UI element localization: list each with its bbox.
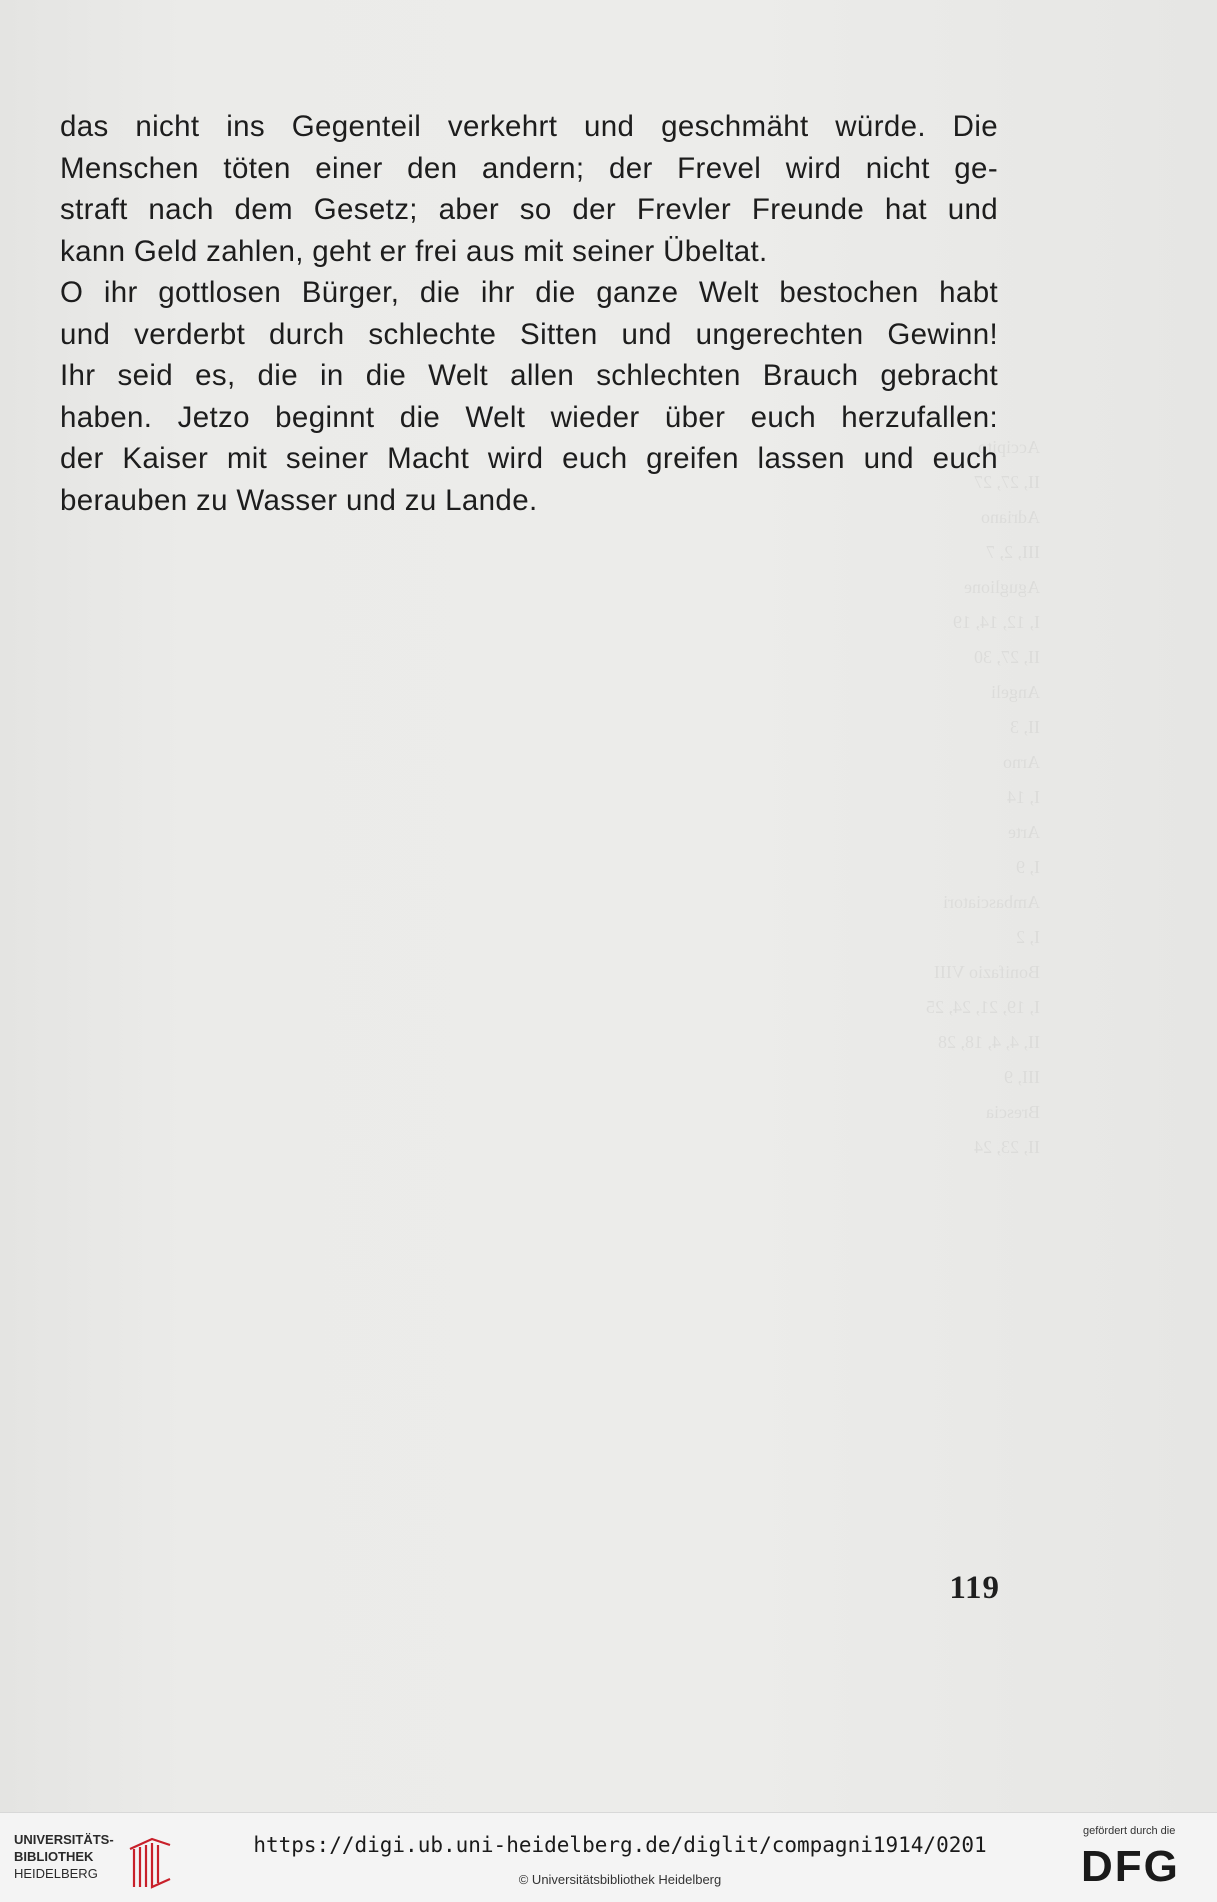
text-line: straft nach dem Gesetz; aber so der Frevler Freunde hat und [60, 193, 998, 226]
text-line: berauben zu Wasser und zu Lande. [60, 483, 538, 517]
library-name-line: HEIDELBERG [14, 1866, 98, 1881]
copyright-notice: © Universitätsbibliothek Heidelberg [518, 1872, 722, 1887]
page-number: 119 [949, 1570, 1000, 1606]
permalink-url[interactable]: https://digi.ub.uni-heidelberg.de/diglit/compagni1914/0201 [253, 1833, 987, 1857]
library-emblem-icon [126, 1835, 176, 1891]
funder-logo-text: DFG [1081, 1842, 1180, 1887]
footer-bar [0, 1812, 1217, 1902]
funder-logo[interactable] [1075, 1825, 1205, 1895]
text-line: das nicht ins Gegenteil verkehrt und geschmäht würde. Die [60, 110, 998, 143]
text-line: der Kaiser mit seiner Macht wird euch greifen lassen und euch [60, 442, 998, 475]
text-line: Menschen töten einer den andern; der Frevel wird nicht ge- [60, 151, 998, 185]
library-name-line: UNIVERSITÄTS- [14, 1832, 114, 1847]
text-line: O ihr gottlosen Bürger, die ihr die ganze Welt bestochen habt [60, 276, 998, 309]
text-line: haben. Jetzo beginnt die Welt wieder über euch herzufallen: [60, 400, 998, 434]
bleed-through-texture: Accipito II, 27, 27 Adriano III, 2, 7 Aguglione I, 12, 14, 19 II, 27, 30 Angeli II, 3 Arno I, 14 Arte I, 9 Ambasciatori I, 2 Bonifazio VIII I, 19, 21, 24, 25 II, 4, 4, 18, 28 III, 9 Brescia II, 23, 24 [926, 437, 1040, 1157]
library-name [14, 1831, 114, 1882]
funder-caption: gefördert durch die [1083, 1825, 1176, 1837]
library-logo[interactable] [14, 1831, 174, 1891]
library-name-line: BIBLIOTHEK [14, 1849, 94, 1864]
body-paragraph [60, 106, 998, 521]
text-line: kann Geld zahlen, geht er frei aus mit seiner Übeltat. [60, 234, 768, 268]
text-line: Ihr seid es, die in die Welt allen schlechten Brauch gebracht [60, 359, 998, 392]
text-line: und verderbt durch schlechte Sitten und ungerechten Gewinn! [60, 317, 998, 351]
dfg-logo-icon [1081, 1841, 1199, 1887]
